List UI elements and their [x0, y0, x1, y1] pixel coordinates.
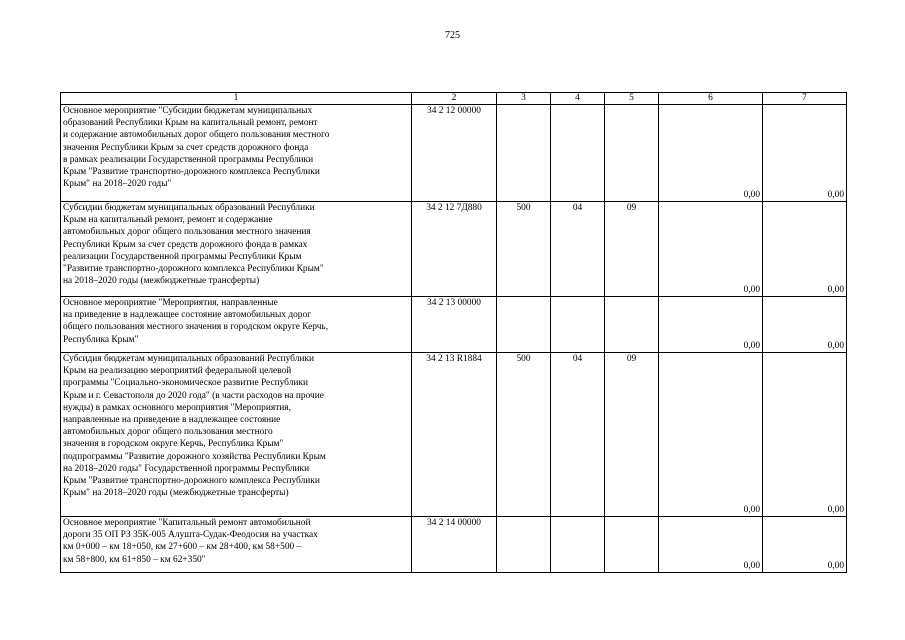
column-header: 3	[497, 93, 551, 105]
row-col3: 500	[497, 353, 551, 517]
row-amount-col6: 0,00	[659, 202, 763, 297]
row-amount-col7: 0,00	[763, 202, 847, 297]
row-description: Основное мероприятие "Субсидии бюджетам муниципальных образований Республики Крым на капитальный ремонт, ремонт и содержание автомобильных дорог общего пользования местного значения Республики Крым за счет средств дорожного фонда в рамках реализации Государственной программы Республики Крым "Развитие транспортно-дорожного комплекса Республики Крым" на 2018–2020 годы"	[61, 105, 412, 202]
table-row	[61, 297, 847, 353]
row-description: Основное мероприятие "Мероприятия, направленные на приведение в надлежащее состояние автомобильных дорог общего пользования местного значения в городском округе Керчь, Республика Крым"	[61, 297, 412, 353]
row-col4	[551, 105, 605, 202]
table-header-row	[61, 93, 847, 105]
row-description: Основное мероприятие "Капитальный ремонт автомобильной дороги 35 ОП РЗ 35К-005 Алушта-Судак-Феодосия на участках км 0+000 – км 18+050, км 27+600 – км 28+400, км 58+500 – км 58+800, км 61+850 – км 62+350"	[61, 517, 412, 573]
row-col3: 500	[497, 202, 551, 297]
row-code: 34 2 13 00000	[412, 297, 497, 353]
table-row	[61, 105, 847, 202]
row-amount-col6: 0,00	[659, 517, 763, 573]
row-col4	[551, 517, 605, 573]
row-col4: 04	[551, 202, 605, 297]
column-header: 1	[61, 93, 412, 105]
row-amount-col6: 0,00	[659, 297, 763, 353]
table-row	[61, 517, 847, 573]
column-header: 2	[412, 93, 497, 105]
column-header: 5	[605, 93, 659, 105]
column-header: 4	[551, 93, 605, 105]
row-col3	[497, 517, 551, 573]
row-amount-col7: 0,00	[763, 105, 847, 202]
row-code: 34 2 14 00000	[412, 517, 497, 573]
row-col5	[605, 517, 659, 573]
row-code: 34 2 12 7Д880	[412, 202, 497, 297]
row-amount-col7: 0,00	[763, 297, 847, 353]
row-col5: 09	[605, 353, 659, 517]
table-row	[61, 202, 847, 297]
row-code: 34 2 12 00000	[412, 105, 497, 202]
row-col4	[551, 297, 605, 353]
row-amount-col6: 0,00	[659, 353, 763, 517]
table-row	[61, 353, 847, 517]
row-amount-col7: 0,00	[763, 353, 847, 517]
row-amount-col6: 0,00	[659, 105, 763, 202]
row-description: Субсидии бюджетам муниципальных образований Республики Крым на капитальный ремонт, ремонт и содержание автомобильных дорог общего пользования местного значения Республики Крым за счет средств дорожного фонда в рамках реализации Государственной программы Республики Крым "Развитие транспортно-дорожного комплекса Республики Крым" на 2018–2020 годы (межбюджетные трансферты)	[61, 202, 412, 297]
row-amount-col7: 0,00	[763, 517, 847, 573]
row-code: 34 2 13 R1884	[412, 353, 497, 517]
row-col5	[605, 105, 659, 202]
column-header: 6	[659, 93, 763, 105]
page-number: 725	[445, 30, 460, 41]
row-col5	[605, 297, 659, 353]
budget-table	[60, 92, 847, 573]
row-description: Субсидия бюджетам муниципальных образований Республики Крым на реализацию мероприятий федеральной целевой программы "Социально-экономическое развитие Республики Крым и г. Севастополя до 2020 года" (в части расходов на прочие нужды) в рамках основного мероприятия "Мероприятия, направленные на приведение в надлежащее состояние автомобильных дорог общего пользования местного значения в городском округе Керчь, Республика Крым" подпрограммы "Развитие дорожного хозяйства Республики Крым на 2018–2020 годы" Государственной программы Республики Крым "Развитие транспортно-дорожного комплекса Республики Крым" на 2018–2020 годы (межбюджетные трансферты)	[61, 353, 412, 517]
row-col3	[497, 105, 551, 202]
row-col4: 04	[551, 353, 605, 517]
column-header: 7	[763, 93, 847, 105]
row-col5: 09	[605, 202, 659, 297]
row-col3	[497, 297, 551, 353]
